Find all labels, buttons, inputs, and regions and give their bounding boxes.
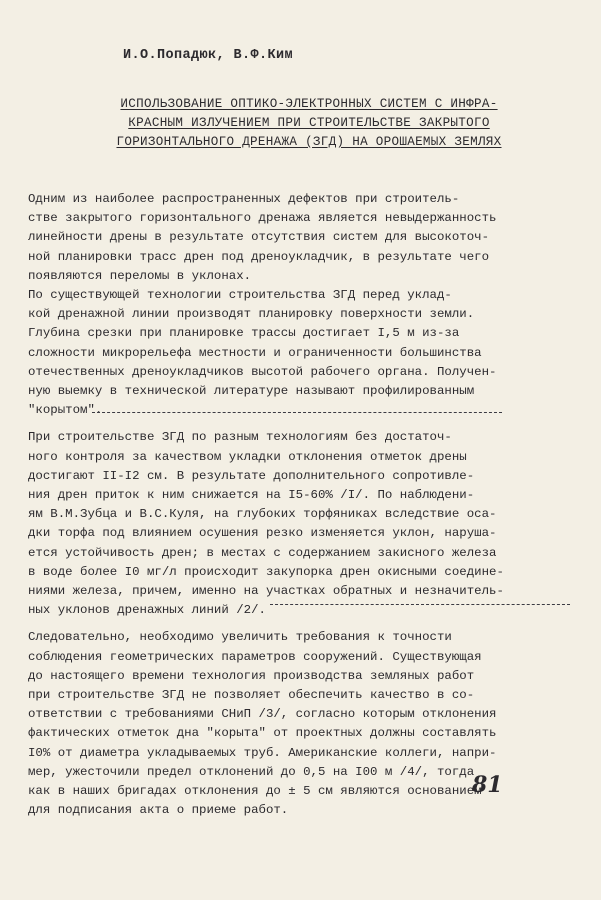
text-line: при строительстве ЗГД не позволяет обеспечить качество в со- xyxy=(28,688,475,703)
text-line: кой дренажной линии производят планировку поверхности земли. xyxy=(28,307,475,322)
text-line: дки торфа под влиянием осушения резко изменяется уклон, наруша- xyxy=(28,526,497,541)
article-body xyxy=(28,190,528,821)
text-line: соблюдения геометрических параметров сооружений. Существующая xyxy=(28,649,482,664)
text-line: мер, ужесточили предел отклонений до 0,5 на I00 м /4/, тогда xyxy=(28,764,475,779)
authors: И.О.Попадюк, В.Ф.Ким xyxy=(123,48,294,63)
text-line: ется устойчивость дрен; в местах с содержанием закисного железа xyxy=(28,545,497,560)
text-line: стве закрытого горизонтального дренажа является невыдержанность xyxy=(28,211,497,226)
text-line: ответствии с требованиями СНиП /3/, согласно которым отклонения xyxy=(28,707,497,722)
text-line: Одним из наиболее распространенных дефектов при строитель- xyxy=(28,192,460,206)
paragraph-1 xyxy=(28,190,528,286)
article-title xyxy=(54,95,564,152)
title-line: ГОРИЗОНТАЛЬНОГО ДРЕНАЖА (ЗГД) НА ОРОШАЕМЫХ ЗЕМЛЯХ xyxy=(116,135,502,149)
text-line: ям В.М.Зубца и В.С.Куля, на глубоких торфяниках вследствие оса- xyxy=(28,507,497,522)
text-line: По существующей технологии строительства ЗГД перед уклад- xyxy=(28,288,452,303)
text-line: При строительстве ЗГД по разным технологиям без достаточ- xyxy=(28,430,452,445)
text-line: до настоящего времени технология производства земляных работ xyxy=(28,668,475,683)
paragraph-2 xyxy=(28,286,528,420)
text-line: ной планировки трасс дрен под дреноукладчик, в результате чего xyxy=(28,249,490,264)
text-line: достигают II-I2 см. В результате дополнительного сопротивле- xyxy=(28,468,475,483)
text-line: для подписания акта о приеме работ. xyxy=(28,803,289,818)
paragraph-4 xyxy=(28,628,528,820)
text-line: ных уклонов дренажных линий /2/. xyxy=(28,603,266,618)
text-line: I0% от диаметра укладываемых труб. Американские коллеги, напри- xyxy=(28,745,497,760)
text-line: "корытом". xyxy=(28,403,103,418)
text-line: появляются переломы в уклонах. xyxy=(28,268,252,283)
page-number: 81 xyxy=(472,772,503,798)
text-line: ния дрен приток к ним снижается на I5-60% /I/. По наблюдени- xyxy=(28,488,475,503)
title-line: КРАСНЫМ ИЗЛУЧЕНИЕМ ПРИ СТРОИТЕЛЬСТВЕ ЗАКРЫТОГО xyxy=(128,116,490,130)
text-line: фактических отметок дна "корыта" от проектных должны составлять xyxy=(28,726,497,741)
text-line: ниями железа, причем, именно на участках обратных и незначитель- xyxy=(28,584,504,599)
section-divider-mark xyxy=(270,604,570,605)
section-divider-mark xyxy=(92,412,502,413)
text-line: как в наших бригадах отклонения до ± 5 см являются основанием xyxy=(28,784,482,799)
title-line: ИСПОЛЬЗОВАНИЕ ОПТИКО-ЭЛЕКТРОННЫХ СИСТЕМ С ИНФРА- xyxy=(120,97,498,111)
text-line: ную выемку в технической литературе называют профилированным xyxy=(28,384,475,399)
text-line: сложности микрорельефа местности и ограниченности большинства xyxy=(28,345,482,360)
text-line: отечественных дреноукладчиков высотой рабочего органа. Получен- xyxy=(28,364,497,379)
paragraph-3 xyxy=(28,428,528,620)
text-line: Глубина срезки при планировке трассы достигает I,5 м из-за xyxy=(28,326,460,341)
text-line: ного контроля за качеством укладки отклонения отметок дрены xyxy=(28,449,467,464)
text-line: линейности дрены в результате отсутствия систем для высокоточ- xyxy=(28,230,490,245)
text-line: в воде более I0 мг/л происходит закупорка дрен окисными соедине- xyxy=(28,564,504,579)
text-line: Следовательно, необходимо увеличить требования к точности xyxy=(28,630,452,645)
